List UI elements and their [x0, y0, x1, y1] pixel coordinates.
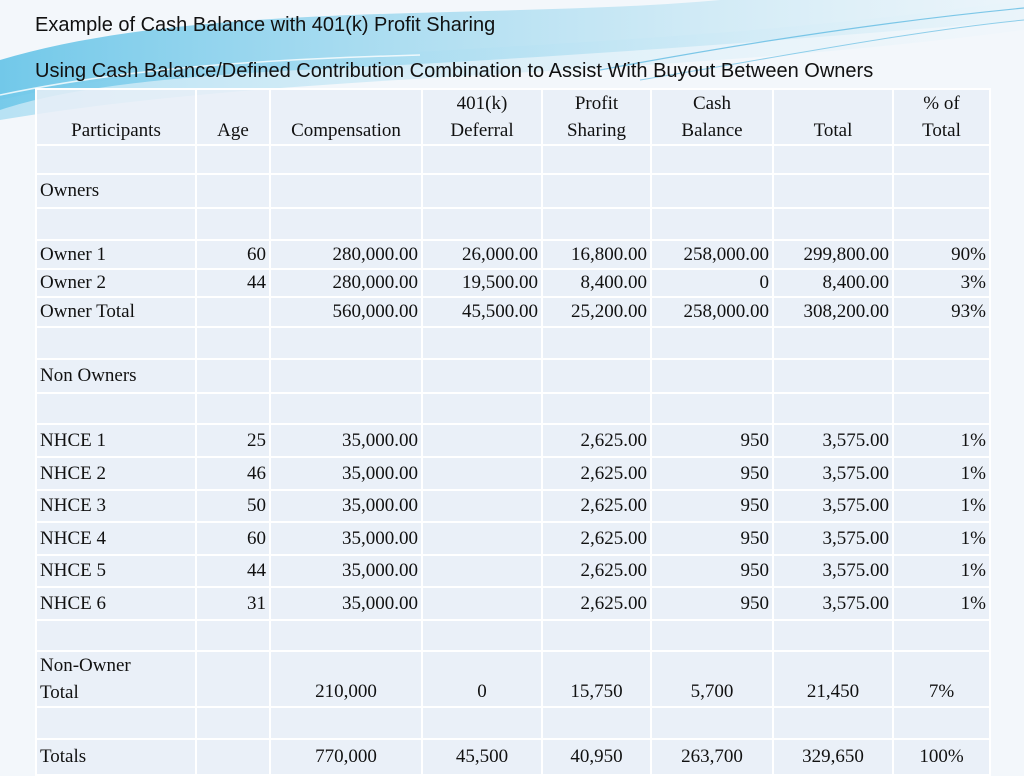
blank-cell[interactable]	[651, 707, 773, 739]
blank-cell[interactable]	[893, 620, 990, 651]
blank-cell[interactable]	[196, 707, 270, 739]
sheet-title: Example of Cash Balance with 401(k) Profit Sharing	[35, 14, 496, 36]
sheet-subtitle: Using Cash Balance/Defined Contribution Combination to Assist With Buyout Between Owners	[35, 60, 874, 82]
cell-age[interactable]: 50	[196, 490, 270, 522]
non-owner-total-line2: Total	[40, 682, 79, 703]
blank-cell[interactable]	[651, 359, 773, 393]
cell-profit-sharing[interactable]: 2,625.00	[542, 555, 651, 587]
cell-compensation[interactable]: 280,000.00	[270, 240, 422, 269]
blank-cell[interactable]	[542, 707, 651, 739]
blank-cell[interactable]	[270, 393, 422, 424]
cell-age[interactable]	[196, 297, 270, 327]
cell-percent[interactable]: 90%	[893, 240, 990, 269]
blank-cell[interactable]	[651, 393, 773, 424]
cell-compensation[interactable]: 35,000.00	[270, 457, 422, 490]
cell-deferral[interactable]	[422, 522, 542, 555]
blank-cell[interactable]	[651, 327, 773, 359]
cell-name[interactable]: NHCE 6	[36, 587, 196, 620]
cell-compensation[interactable]: 35,000.00	[270, 424, 422, 457]
cell-profit-sharing[interactable]: 8,400.00	[542, 269, 651, 297]
header-participants[interactable]: Participants	[36, 89, 196, 145]
cell-name[interactable]: Totals	[36, 739, 196, 775]
blank-cell[interactable]	[422, 327, 542, 359]
cell-percent[interactable]: 1%	[893, 457, 990, 490]
cell-total[interactable]: 3,575.00	[773, 587, 893, 620]
cell-age[interactable]: 44	[196, 555, 270, 587]
cell-percent[interactable]: 1%	[893, 587, 990, 620]
cell-percent[interactable]: 100%	[893, 739, 990, 775]
cell-profit-sharing[interactable]: 16,800.00	[542, 240, 651, 269]
blank-row	[36, 393, 990, 424]
header-pct-line1: % of	[923, 93, 960, 114]
blank-cell[interactable]	[893, 359, 990, 393]
cell-total[interactable]: 329,650	[773, 739, 893, 775]
blank-cell[interactable]	[270, 145, 422, 174]
cell-name[interactable]: NHCE 4	[36, 522, 196, 555]
blank-cell[interactable]	[422, 359, 542, 393]
cell-compensation[interactable]: 35,000.00	[270, 490, 422, 522]
blank-cell[interactable]	[36, 208, 196, 240]
blank-cell[interactable]	[36, 620, 196, 651]
cell-percent[interactable]: 1%	[893, 424, 990, 457]
table-row-nhce-6	[36, 587, 990, 620]
cell-cash-balance[interactable]: 950	[651, 522, 773, 555]
cell-cash-balance[interactable]: 263,700	[651, 739, 773, 775]
cell-age[interactable]: 31	[196, 587, 270, 620]
blank-cell[interactable]	[773, 707, 893, 739]
cell-profit-sharing[interactable]: 2,625.00	[542, 522, 651, 555]
blank-cell[interactable]	[893, 393, 990, 424]
cell-compensation[interactable]: 280,000.00	[270, 269, 422, 297]
blank-cell[interactable]	[422, 393, 542, 424]
cell-percent[interactable]: 7%	[893, 651, 990, 707]
blank-cell[interactable]	[542, 327, 651, 359]
cell-total[interactable]: 8,400.00	[773, 269, 893, 297]
cell-cash-balance[interactable]: 5,700	[651, 651, 773, 707]
header-total[interactable]: Total	[773, 89, 893, 145]
data-table	[35, 88, 991, 776]
blank-cell[interactable]	[270, 327, 422, 359]
blank-cell[interactable]	[36, 393, 196, 424]
cell-name[interactable]: NHCE 5	[36, 555, 196, 587]
cell-deferral[interactable]	[422, 490, 542, 522]
cell-cash-balance[interactable]: 950	[651, 457, 773, 490]
cell-total[interactable]: 3,575.00	[773, 457, 893, 490]
cell-cash-balance[interactable]: 950	[651, 587, 773, 620]
blank-cell[interactable]	[196, 145, 270, 174]
cell-cash-balance[interactable]: 258,000.00	[651, 297, 773, 327]
table-row-owner-1	[36, 240, 990, 269]
blank-row	[36, 707, 990, 739]
blank-row	[36, 208, 990, 240]
blank-cell[interactable]	[773, 359, 893, 393]
blank-cell[interactable]	[36, 707, 196, 739]
blank-cell[interactable]	[773, 174, 893, 208]
header-deferral[interactable]	[422, 89, 542, 145]
cell-name[interactable]: NHCE 3	[36, 490, 196, 522]
cell-cash-balance[interactable]: 950	[651, 424, 773, 457]
cell-deferral[interactable]	[422, 457, 542, 490]
table-row-non-owner-total	[36, 651, 990, 707]
cell-profit-sharing[interactable]: 40,950	[542, 739, 651, 775]
cell-age[interactable]: 44	[196, 269, 270, 297]
blank-cell[interactable]	[196, 174, 270, 208]
cell-deferral[interactable]: 0	[422, 651, 542, 707]
header-deferral-line2: Deferral	[450, 120, 514, 141]
header-profit-line2: Sharing	[566, 120, 627, 141]
blank-cell[interactable]	[196, 620, 270, 651]
cell-total[interactable]: 3,575.00	[773, 522, 893, 555]
blank-cell[interactable]	[651, 208, 773, 240]
cell-compensation[interactable]: 770,000	[270, 739, 422, 775]
cell-total[interactable]: 3,575.00	[773, 490, 893, 522]
cell-age[interactable]	[196, 651, 270, 707]
cell-total[interactable]: 3,575.00	[773, 555, 893, 587]
blank-cell[interactable]	[773, 208, 893, 240]
blank-cell[interactable]	[773, 620, 893, 651]
cell-profit-sharing[interactable]: 2,625.00	[542, 424, 651, 457]
blank-cell[interactable]	[196, 208, 270, 240]
cell-age[interactable]: 46	[196, 457, 270, 490]
blank-cell[interactable]	[542, 393, 651, 424]
blank-cell[interactable]	[773, 327, 893, 359]
cell-deferral[interactable]: 26,000.00	[422, 240, 542, 269]
blank-cell[interactable]	[651, 174, 773, 208]
header-cash-balance[interactable]	[651, 89, 773, 145]
blank-cell[interactable]	[36, 327, 196, 359]
cell-compensation[interactable]: 560,000.00	[270, 297, 422, 327]
blank-cell[interactable]	[196, 393, 270, 424]
blank-cell[interactable]	[542, 359, 651, 393]
blank-row	[36, 327, 990, 359]
cell-compensation[interactable]: 35,000.00	[270, 555, 422, 587]
blank-cell[interactable]	[422, 145, 542, 174]
header-cash-line2: Balance	[681, 120, 743, 141]
non-owner-total-line1: Non-Owner	[40, 655, 131, 676]
blank-cell[interactable]	[270, 208, 422, 240]
cell-name[interactable]: Owner 2	[36, 269, 196, 297]
cell-deferral[interactable]: 19,500.00	[422, 269, 542, 297]
blank-cell[interactable]	[893, 327, 990, 359]
cell-compensation[interactable]: 210,000	[270, 651, 422, 707]
cell-profit-sharing[interactable]: 15,750	[542, 651, 651, 707]
blank-cell[interactable]	[422, 208, 542, 240]
blank-cell[interactable]	[893, 707, 990, 739]
blank-cell[interactable]	[893, 208, 990, 240]
cell-profit-sharing[interactable]: 2,625.00	[542, 587, 651, 620]
cell-deferral[interactable]: 45,500	[422, 739, 542, 775]
section-non-owners-label[interactable]: Non Owners	[36, 359, 196, 393]
header-compensation[interactable]: Compensation	[270, 89, 422, 145]
cell-name[interactable]: Owner 1	[36, 240, 196, 269]
blank-cell[interactable]	[196, 359, 270, 393]
blank-cell[interactable]	[893, 145, 990, 174]
cell-percent[interactable]: 1%	[893, 555, 990, 587]
cell-profit-sharing[interactable]: 2,625.00	[542, 457, 651, 490]
header-profit-line1: Profit	[574, 93, 619, 114]
cell-total[interactable]: 21,450	[773, 651, 893, 707]
blank-cell[interactable]	[270, 359, 422, 393]
blank-cell[interactable]	[196, 327, 270, 359]
cell-name[interactable]: NHCE 2	[36, 457, 196, 490]
cell-cash-balance[interactable]: 950	[651, 490, 773, 522]
blank-cell[interactable]	[542, 620, 651, 651]
blank-cell[interactable]	[422, 174, 542, 208]
header-age[interactable]: Age	[196, 89, 270, 145]
header-row	[36, 89, 990, 145]
cell-cash-balance[interactable]: 258,000.00	[651, 240, 773, 269]
cell-compensation[interactable]: 35,000.00	[270, 587, 422, 620]
blank-cell[interactable]	[422, 707, 542, 739]
blank-cell[interactable]	[893, 174, 990, 208]
cell-percent[interactable]: 1%	[893, 490, 990, 522]
table-row-totals	[36, 739, 990, 775]
blank-cell[interactable]	[542, 174, 651, 208]
section-owners-label[interactable]: Owners	[36, 174, 196, 208]
table-row-nhce-1	[36, 424, 990, 457]
cell-total[interactable]: 299,800.00	[773, 240, 893, 269]
table-row-nhce-5	[36, 555, 990, 587]
table-row-nhce-2	[36, 457, 990, 490]
blank-cell[interactable]	[36, 145, 196, 174]
cell-age[interactable]: 60	[196, 240, 270, 269]
cell-deferral[interactable]	[422, 555, 542, 587]
cell-percent[interactable]: 1%	[893, 522, 990, 555]
cell-name[interactable]	[36, 651, 196, 707]
cell-deferral[interactable]: 45,500.00	[422, 297, 542, 327]
blank-cell[interactable]	[773, 145, 893, 174]
blank-cell[interactable]	[542, 145, 651, 174]
cell-deferral[interactable]	[422, 587, 542, 620]
cell-age[interactable]	[196, 739, 270, 775]
header-pct-line2: Total	[922, 120, 961, 141]
cell-profit-sharing[interactable]: 25,200.00	[542, 297, 651, 327]
cell-age[interactable]: 25	[196, 424, 270, 457]
blank-cell[interactable]	[651, 145, 773, 174]
cell-cash-balance[interactable]: 0	[651, 269, 773, 297]
blank-cell[interactable]	[270, 174, 422, 208]
cell-percent[interactable]: 93%	[893, 297, 990, 327]
cell-age[interactable]: 60	[196, 522, 270, 555]
blank-cell[interactable]	[542, 208, 651, 240]
cell-compensation[interactable]: 35,000.00	[270, 522, 422, 555]
blank-cell[interactable]	[651, 620, 773, 651]
cell-percent[interactable]: 3%	[893, 269, 990, 297]
section-owners-row	[36, 174, 990, 208]
blank-cell[interactable]	[773, 393, 893, 424]
header-deferral-line1: 401(k)	[456, 93, 508, 114]
cell-total[interactable]: 308,200.00	[773, 297, 893, 327]
table-row-owner-total	[36, 297, 990, 327]
blank-cell[interactable]	[270, 707, 422, 739]
header-cash-line1: Cash	[693, 93, 731, 114]
table-row-nhce-3	[36, 490, 990, 522]
blank-cell[interactable]	[270, 620, 422, 651]
cell-profit-sharing[interactable]: 2,625.00	[542, 490, 651, 522]
section-non-owners-row	[36, 359, 990, 393]
header-profit-sharing[interactable]	[542, 89, 651, 145]
table-row-owner-2	[36, 269, 990, 297]
cell-cash-balance[interactable]: 950	[651, 555, 773, 587]
cell-name[interactable]: NHCE 1	[36, 424, 196, 457]
cell-deferral[interactable]	[422, 424, 542, 457]
blank-cell[interactable]	[422, 620, 542, 651]
cell-name[interactable]: Owner Total	[36, 297, 196, 327]
blank-row	[36, 145, 990, 174]
header-percent-total[interactable]	[893, 89, 990, 145]
cell-total[interactable]: 3,575.00	[773, 424, 893, 457]
table-row-nhce-4	[36, 522, 990, 555]
blank-row	[36, 620, 990, 651]
